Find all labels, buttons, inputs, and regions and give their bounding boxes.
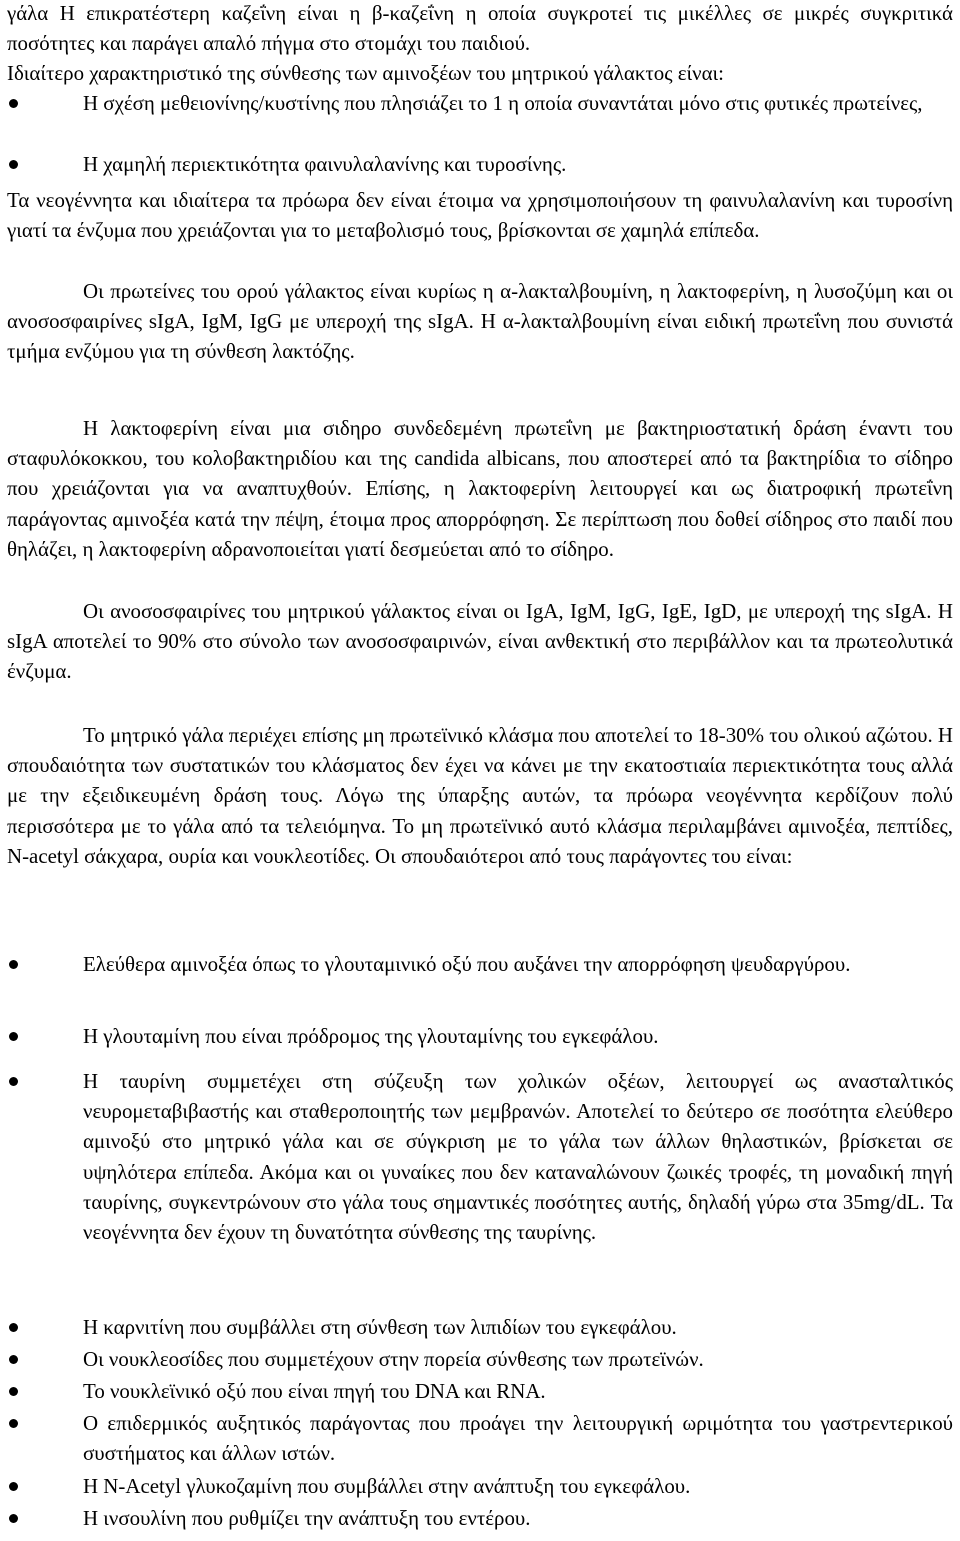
bullet-dot-icon — [9, 1482, 18, 1491]
paragraph-non-protein-fraction: Το μητρικό γάλα περιέχει επίσης μη πρωτεϊνικό κλάσμα που αποτελεί το 18-30% του ολικού αζώτου. Η σπουδαιότητα των συστατικών του κλάσματος δεν έχει να κάνει με την εκατοστιαία περιεκτικότητα τους αλλά με την εξειδικευμένη δράση τους. Λόγω της ύπαρξης αυτών, τα πρόωρα νεογέννητα κερδίζουν πολύ περισσότερα με το γάλα από τα τελειόμηνα. Το μη πρωτεϊνικό αυτό κλάσμα περιλαμβάνει αμινοξέα, πεπτίδες, N-acetyl σάκχαρα, ουρία και νουκλεοτίδες. Οι σπουδαιότεροι από τους παράγοντες του είναι: — [7, 723, 953, 868]
list-item — [7, 1066, 953, 1247]
bullet-dot-icon — [9, 99, 18, 108]
bullet-text: Η χαμηλή περιεκτικότητα φαινυλαλανίνης και τυροσίνης. — [83, 152, 567, 176]
list-item — [7, 949, 953, 979]
bullet-dot-icon — [9, 960, 18, 969]
list-item — [7, 1021, 953, 1051]
bullet-dot-icon — [9, 160, 18, 169]
list-item-text: Η καρνιτίνη που συμβάλλει στη σύνθεση των λιπιδίων του εγκεφάλου. — [83, 1315, 677, 1339]
bullet-dot-icon — [9, 1514, 18, 1523]
bullet-dot-icon — [9, 1419, 18, 1428]
list-item — [7, 1312, 953, 1342]
list-item — [7, 1344, 953, 1374]
bullet-dot-icon — [9, 1032, 18, 1041]
bullet-text: Η σχέση μεθειονίνης/κυστίνης που πλησιάζει το 1 η οποία συναντάται μόνο στις φυτικές πρωτείνες, — [83, 91, 923, 115]
bullet-dot-icon — [9, 1387, 18, 1396]
paragraph-newborns: Τα νεογέννητα και ιδιαίτερα τα πρόωρα δεν είναι έτοιμα να χρησιμοποιήσουν τη φαινυλαλανίνη και τυροσίνη γιατί τα ένζυμα που χρειάζονται για το μεταβολισμό τους, βρίσκονται σε χαμηλά επίπεδα. — [7, 188, 953, 243]
list-item-text: Η ταυρίνη συμμετέχει στη σύζευξη των χολικών οξέων, λειτουργεί ως ανασταλτικός νευρομεταβιβαστής και σταθεροποιητής των μεμβρανών. Αποτελεί το δεύτερο σε ποσότητα ελεύθερο αμινοξύ στο μητρικό γάλα και σε σύγκριση με το γάλα των άλλων θηλαστικών, βρίσκεται σε υψηλότερα επίπεδα. Ακόμα και οι γυναίκες που δεν καταναλώνουν ζωικές τροφές, τη μοναδική πηγή ταυρίνης, συγκεντρώνουν στο γάλα τους σημαντικές ποσότητες αυτής, δηλαδή γύρω στα 35mg/dL. Τα νεογέννητα δεν έχουν τη δυνατότητα σύνθεσης της ταυρίνης. — [83, 1069, 953, 1245]
paragraph-casein: γάλα Η επικρατέστερη καζεΐνη είναι η β-καζεΐνη η οποία συγκροτεί τις μικέλλες σε μικρές συγκριτικά ποσότητες και παράγει απαλό πήγμα στο στομάχι του παιδιού. — [7, 1, 953, 56]
list-item-text: Η N-Acetyl γλυκοζαμίνη που συμβάλλει στην ανάπτυξη του εγκεφάλου. — [83, 1474, 691, 1498]
list-item — [7, 1503, 953, 1533]
list-item — [7, 1376, 953, 1406]
list-item-text: Ο επιδερμικός αυξητικός παράγοντας που προάγει την λειτουργική ωριμότητα του γαστρεντερικού συστήματος και άλλων ιστών. — [83, 1411, 953, 1466]
bullet-dot-icon — [9, 1077, 18, 1086]
list-item-text: Ελεύθερα αμινοξέα όπως το γλουταμινικό οξύ που αυξάνει την απορρόφηση ψευδαργύρου. — [83, 952, 851, 976]
paragraph-immunoglobulins: Οι ανοσοσφαιρίνες του μητρικού γάλακτος είναι οι IgA, IgM, IgG, IgE, IgD, με υπεροχή της sIgA. Η sIgA αποτελεί το 90% στο σύνολο των ανοσοσφαιρινών, είναι ανθεκτική στο περιβάλλον και τα πρωτεολυτικά ένζυμα. — [7, 599, 953, 684]
bullet-dot-icon — [9, 1323, 18, 1332]
list-item — [7, 1471, 953, 1501]
bullet-item — [7, 88, 953, 118]
paragraph-amino-acids-intro: Ιδιαίτερο χαρακτηριστικό της σύνθεσης των αμινοξέων του μητρικού γάλακτος είναι: — [7, 61, 724, 85]
paragraph-lactoferrin: Η λακτοφερίνη είναι μια σιδηρο συνδεδεμένη πρωτεΐνη με βακτηριοστατική δράση έναντι του σταφυλόκοκκου, του κολοβακτηριδίου και της candida albicans, που αποστερεί από τα βακτηρίδια το σίδηρο που χρειάζονται για να αναπτυχθούν. Επίσης, η λακτοφερίνη λειτουργεί και ως διατροφική πρωτεΐνη παράγοντας αμινοξέα κατά την πέψη, έτοιμα προς απορρόφηση. Σε περίπτωση που δοθεί σίδηρος στο παιδί που θηλάζει, η λακτοφερίνη αδρανοποιείται γιατί δεσμεύεται από το σίδηρο. — [7, 416, 953, 561]
list-item-text: Το νουκλεϊνικό οξύ που είναι πηγή του DNA και RNA. — [83, 1379, 546, 1403]
list-item-text: Η ινσουλίνη που ρυθμίζει την ανάπτυξη του εντέρου. — [83, 1506, 531, 1530]
list-item-text: Η γλουταμίνη που είναι πρόδρομος της γλουταμίνης του εγκεφάλου. — [83, 1024, 659, 1048]
bullet-item — [7, 149, 953, 179]
list-item-text: Οι νουκλεοσίδες που συμμετέχουν στην πορεία σύνθεσης των πρωτεϊνών. — [83, 1347, 704, 1371]
paragraph-whey-proteins: Οι πρωτείνες του ορού γάλακτος είναι κυρίως η α-λακταλβουμίνη, η λακτοφερίνη, η λυσοζύμη και οι ανοσοσφαιρίνες sIgA, IgM, IgG με υπεροχή της sIgA. Η α-λακταλβουμίνη είναι ειδική πρωτεΐνη που συνιστά τμήμα ενζύμου για τη σύνθεση λακτόζης. — [7, 279, 953, 364]
bullet-dot-icon — [9, 1355, 18, 1364]
list-item — [7, 1408, 953, 1468]
